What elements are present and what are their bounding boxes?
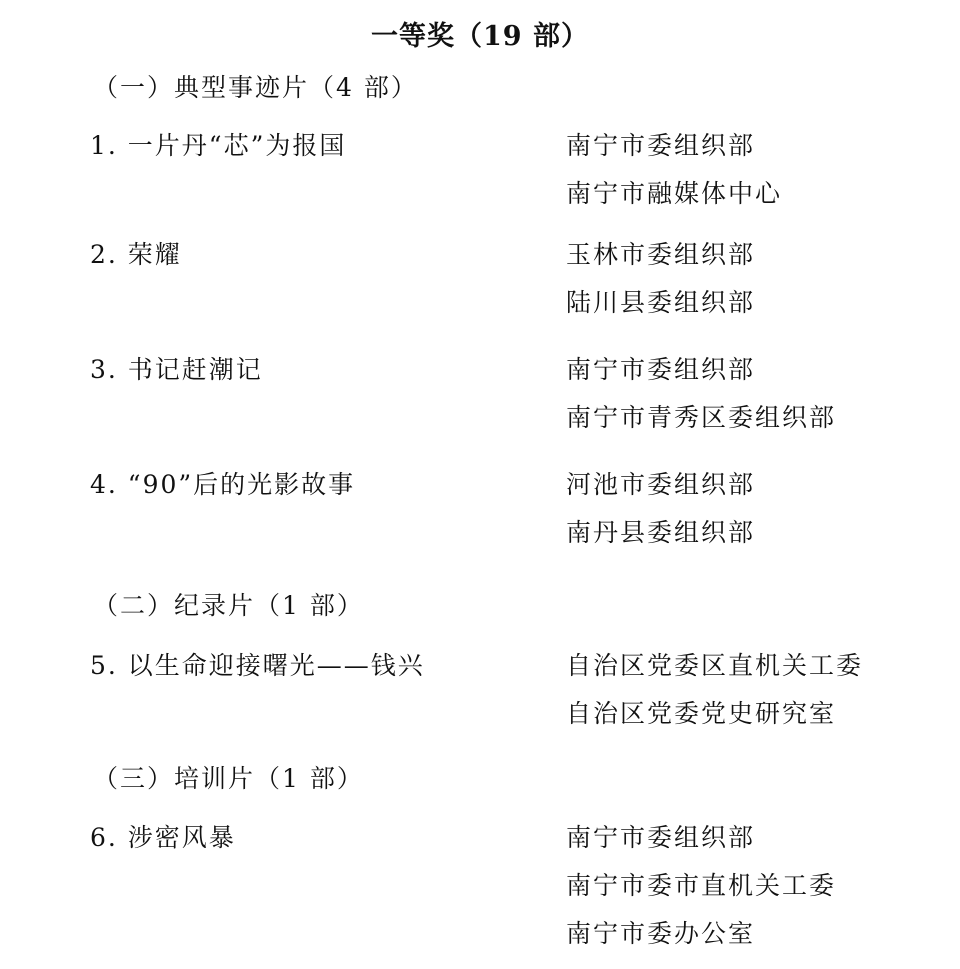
- entry-unit: 南宁市委组织部: [566, 823, 756, 852]
- entry-unit: 南宁市委办公室: [566, 919, 756, 948]
- entry-unit: 自治区党委区直机关工委: [566, 651, 864, 680]
- entry-unit: 南宁市委组织部: [566, 355, 756, 384]
- entry-title: 2. 荣耀: [90, 240, 182, 269]
- entry-unit: 陆川县委组织部: [566, 288, 756, 317]
- entry-unit: 南丹县委组织部: [566, 518, 756, 547]
- entry-unit: 南宁市融媒体中心: [566, 179, 783, 208]
- document-title: 一等奖（19 部）: [371, 21, 589, 52]
- entry-unit: 南宁市委组织部: [566, 131, 756, 160]
- entry-unit: 南宁市青秀区委组织部: [566, 403, 837, 432]
- entry-unit: 玉林市委组织部: [566, 240, 756, 269]
- entry-unit: 南宁市委市直机关工委: [566, 871, 837, 900]
- entry-title: 4. “90”后的光影故事: [90, 470, 356, 499]
- entry-title: 6. 涉密风暴: [90, 823, 236, 852]
- entry-title: 1. 一片丹“芯”为报国: [90, 131, 347, 160]
- entry-title: 5. 以生命迎接曙光——钱兴: [90, 651, 425, 680]
- category-heading: （二）纪录片（1 部）: [93, 591, 364, 620]
- entry-title: 3. 书记赶潮记: [90, 355, 263, 384]
- entry-unit: 自治区党委党史研究室: [566, 699, 837, 728]
- category-heading: （一）典型事迹片（4 部）: [93, 73, 418, 102]
- entry-unit: 河池市委组织部: [566, 470, 756, 499]
- category-heading: （三）培训片（1 部）: [93, 764, 364, 793]
